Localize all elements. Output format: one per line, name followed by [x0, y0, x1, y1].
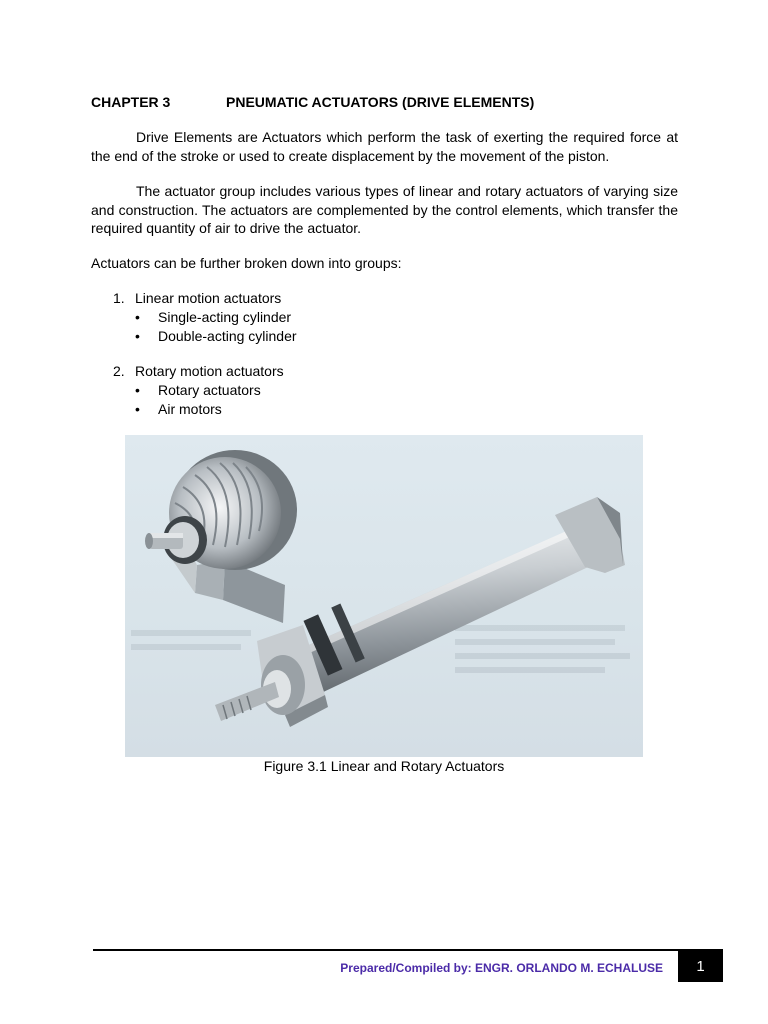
list-item-label: Air motors	[158, 401, 222, 417]
list-item-label: Rotary actuators	[158, 382, 261, 398]
footer-divider	[93, 949, 723, 951]
actuators-figure	[125, 435, 643, 757]
footer-credit: Prepared/Compiled by: ENGR. ORLANDO M. ECHALUSE	[340, 961, 663, 975]
bullet-icon: •	[135, 328, 140, 344]
list-item-label: Single-acting cylinder	[158, 309, 292, 325]
chapter-number: CHAPTER 3	[91, 94, 171, 110]
group-number: 1.	[113, 290, 125, 306]
group-linear	[113, 289, 282, 308]
bullet-icon: •	[135, 309, 140, 325]
group-rotary	[113, 362, 284, 381]
group-label: Linear motion actuators	[135, 290, 282, 306]
figure-caption: Figure 3.1 Linear and Rotary Actuators	[263, 758, 505, 774]
list-item-label: Double-acting cylinder	[158, 328, 297, 344]
group-label: Rotary motion actuators	[135, 363, 284, 379]
paragraph-groups-intro: Actuators can be further broken down into groups:	[91, 255, 402, 271]
bullet-icon: •	[135, 401, 140, 417]
page-number: 1	[678, 951, 723, 982]
chapter-title: PNEUMATIC ACTUATORS (DRIVE ELEMENTS)	[226, 94, 535, 110]
rotary-actuator-image	[145, 450, 297, 623]
paragraph-actuator-group: The actuator group includes various types of linear and rotary actuators of varying size and construction. The actuators are complemented by the control elements, which transfer the required quantity of air to drive the actuator.	[91, 183, 678, 236]
bullet-icon: •	[135, 382, 140, 398]
group-number: 2.	[113, 363, 125, 379]
chapter-heading	[91, 94, 535, 110]
paragraph-drive-elements: Drive Elements are Actuators which perform the task of exerting the required force at the end of the stroke or used to create displacement by the movement of the piston.	[91, 129, 678, 164]
actuators-illustration	[125, 435, 643, 757]
